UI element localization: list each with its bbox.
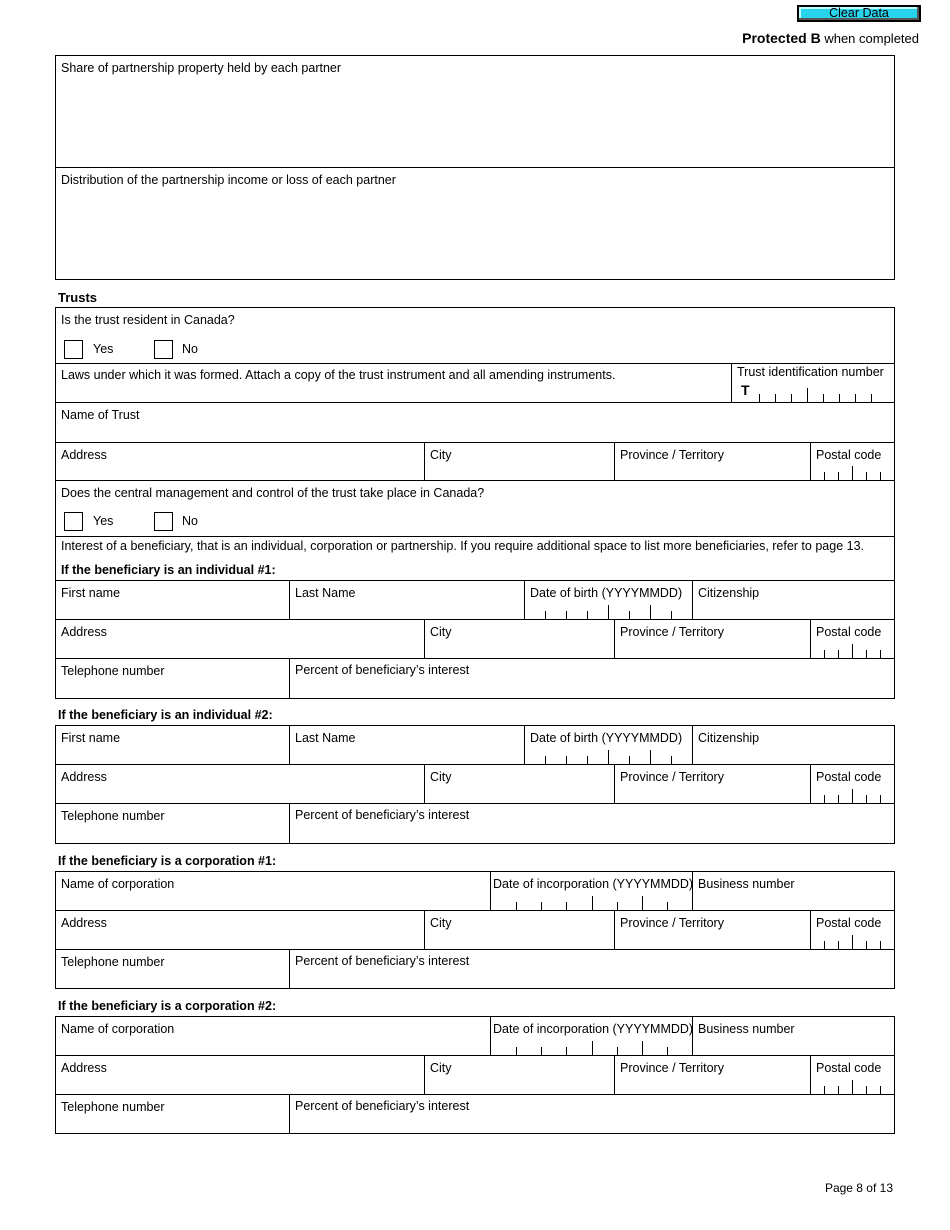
corp2-province-field[interactable]: [615, 1056, 811, 1094]
citizenship-label: Citizenship: [698, 586, 760, 600]
trust-id-prefix: T: [741, 382, 750, 398]
tick: [838, 795, 839, 803]
ind2-first-name-field[interactable]: [56, 726, 290, 764]
ind2-phone-row: [56, 804, 894, 843]
corp1-business-number-field[interactable]: [693, 872, 894, 910]
protected-b-notice: [742, 30, 919, 46]
ind2-name-row: [56, 726, 894, 765]
corp1-address-row: [56, 911, 894, 950]
address-label: Address: [61, 448, 107, 462]
tick: [824, 795, 825, 803]
province-label: Province / Territory: [620, 448, 724, 462]
corp1-name-field[interactable]: [56, 872, 491, 910]
address-label: Address: [61, 916, 107, 930]
corp2-percent-field[interactable]: [290, 1095, 894, 1133]
tick: [775, 394, 776, 402]
ind1-citizenship-field[interactable]: [693, 581, 894, 619]
tick: [667, 902, 668, 910]
share-label: Share of partnership property held by each partner: [61, 61, 342, 75]
ind2-last-name-field[interactable]: [290, 726, 525, 764]
laws-field[interactable]: [56, 364, 732, 402]
tick: [880, 941, 881, 949]
city-label: City: [430, 625, 452, 639]
interest-note-row: [56, 537, 894, 581]
province-label: Province / Territory: [620, 625, 724, 639]
ind2-address-field[interactable]: [56, 765, 425, 803]
dob-label: Date of birth (YYYYMMDD): [530, 586, 683, 600]
corp1-phone-row: [56, 950, 894, 988]
laws-row: [56, 364, 894, 403]
tick: [855, 394, 856, 402]
corp2-postal-field[interactable]: [811, 1056, 894, 1094]
corporation2-heading: If the beneficiary is a corporation #2:: [58, 999, 277, 1013]
share-field[interactable]: [56, 56, 894, 168]
tick: [866, 795, 867, 803]
corp1-telephone-field[interactable]: [56, 950, 290, 988]
tick: [566, 1047, 567, 1055]
trusts-heading: Trusts: [58, 290, 98, 305]
incorporation-label: Date of incorporation (YYYYMMDD): [493, 877, 694, 891]
tick: [866, 650, 867, 658]
tick: [667, 1047, 668, 1055]
ind2-telephone-field[interactable]: [56, 804, 290, 843]
tick: [759, 394, 760, 402]
corp1-city-field[interactable]: [425, 911, 615, 949]
telephone-label: Telephone number: [61, 1100, 165, 1114]
tick: [608, 605, 609, 619]
tick: [852, 644, 853, 658]
percent-label: Percent of beneficiary’s interest: [295, 663, 470, 677]
tick: [823, 394, 824, 402]
protected-suffix: when completed: [820, 31, 919, 46]
ind2-city-field[interactable]: [425, 765, 615, 803]
trust-province-field[interactable]: [615, 443, 811, 480]
province-label: Province / Territory: [620, 916, 724, 930]
management-yes-checkbox[interactable]: [64, 512, 83, 531]
management-yes-label: Yes: [93, 514, 114, 528]
corp2-telephone-field[interactable]: [56, 1095, 290, 1133]
trust-name-label: Name of Trust: [61, 408, 140, 422]
trusts-section: [55, 307, 895, 699]
address-label: Address: [61, 770, 107, 784]
resident-row: [56, 308, 894, 364]
protected-label: Protected B: [742, 30, 821, 46]
trust-city-field[interactable]: [425, 443, 615, 480]
ind1-postal-field[interactable]: [811, 620, 894, 658]
tick: [871, 394, 872, 402]
citizenship-label: Citizenship: [698, 731, 760, 745]
address-label: Address: [61, 625, 107, 639]
ind2-dob-field[interactable]: [525, 726, 693, 764]
last-name-label: Last Name: [295, 731, 356, 745]
resident-no-checkbox[interactable]: [154, 340, 173, 359]
corp1-incorporation-field[interactable]: [491, 872, 693, 910]
ind1-first-name-field[interactable]: [56, 581, 290, 619]
tick: [545, 611, 546, 619]
tick: [852, 935, 853, 949]
trust-postal-field[interactable]: [811, 443, 894, 480]
tick: [541, 902, 542, 910]
trust-id-label: Trust identification number: [737, 365, 884, 379]
corp1-address-field[interactable]: [56, 911, 425, 949]
province-label: Province / Territory: [620, 770, 724, 784]
tick: [592, 896, 593, 910]
distribution-field[interactable]: [56, 168, 894, 279]
city-label: City: [430, 770, 452, 784]
management-no-label: No: [182, 514, 198, 528]
tick: [838, 472, 839, 480]
clear-data-button[interactable]: Clear Data: [797, 5, 921, 22]
tick: [838, 941, 839, 949]
corp2-address-field[interactable]: [56, 1056, 425, 1094]
corp1-province-field[interactable]: [615, 911, 811, 949]
tick: [880, 1086, 881, 1094]
resident-yes-label: Yes: [93, 342, 114, 356]
tick: [839, 394, 840, 402]
corp2-phone-row: [56, 1095, 894, 1133]
ind2-address-row: [56, 765, 894, 804]
percent-label: Percent of beneficiary’s interest: [295, 954, 470, 968]
ind1-address-field[interactable]: [56, 620, 425, 658]
tick: [866, 472, 867, 480]
management-row: [56, 481, 894, 537]
management-question: Does the central management and control of the trust take place in Canada?: [61, 486, 485, 500]
tick: [587, 611, 588, 619]
corp-name-label: Name of corporation: [61, 877, 175, 891]
trust-address-field[interactable]: [56, 443, 425, 480]
last-name-label: Last Name: [295, 586, 356, 600]
tick: [545, 756, 546, 764]
tick: [608, 750, 609, 764]
distribution-label: Distribution of the partnership income or loss of each partner: [61, 173, 396, 187]
postal-label: Postal code: [816, 625, 882, 639]
tick: [642, 1041, 643, 1055]
corporation2-section: [55, 1016, 895, 1134]
ind1-telephone-field[interactable]: [56, 659, 290, 698]
tick: [629, 611, 630, 619]
trust-id-field[interactable]: [732, 364, 894, 402]
ind2-percent-field[interactable]: [290, 804, 894, 843]
interest-note: Interest of a beneficiary, that is an individual, corporation or partnership. If you require additional space to list more beneficiaries, refer to page 13.: [61, 539, 864, 553]
corp1-percent-field[interactable]: [290, 950, 894, 988]
ind1-name-row: [56, 581, 894, 620]
tick: [838, 650, 839, 658]
ind2-citizenship-field[interactable]: [693, 726, 894, 764]
telephone-label: Telephone number: [61, 955, 165, 969]
corp2-name-row: [56, 1017, 894, 1056]
corporation1-section: [55, 871, 895, 989]
tick: [824, 650, 825, 658]
tick: [852, 789, 853, 803]
city-label: City: [430, 916, 452, 930]
tick: [566, 611, 567, 619]
tick: [866, 1086, 867, 1094]
trust-address-row: [56, 443, 894, 481]
postal-label: Postal code: [816, 916, 882, 930]
individual2-heading: If the beneficiary is an individual #2:: [58, 708, 273, 722]
postal-label: Postal code: [816, 770, 882, 784]
dob-label: Date of birth (YYYYMMDD): [530, 731, 683, 745]
ind1-city-field[interactable]: [425, 620, 615, 658]
business-number-label: Business number: [698, 877, 795, 891]
tick: [824, 941, 825, 949]
page-number: Page 8 of 13: [824, 1181, 893, 1195]
resident-no-label: No: [182, 342, 198, 356]
business-number-label: Business number: [698, 1022, 795, 1036]
corp1-name-row: [56, 872, 894, 911]
tick: [880, 650, 881, 658]
tick: [852, 1080, 853, 1094]
tick: [866, 941, 867, 949]
corp2-business-number-field[interactable]: [693, 1017, 894, 1055]
city-label: City: [430, 1061, 452, 1075]
tick: [880, 795, 881, 803]
tick: [671, 611, 672, 619]
tick: [791, 394, 792, 402]
tick: [852, 466, 853, 480]
tick: [838, 1086, 839, 1094]
ind1-province-field[interactable]: [615, 620, 811, 658]
corp1-postal-field[interactable]: [811, 911, 894, 949]
resident-question: Is the trust resident in Canada?: [61, 313, 235, 327]
corp2-address-row: [56, 1056, 894, 1095]
percent-label: Percent of beneficiary’s interest: [295, 1099, 470, 1113]
resident-yes-checkbox[interactable]: [64, 340, 83, 359]
telephone-label: Telephone number: [61, 809, 165, 823]
incorporation-label: Date of incorporation (YYYYMMDD): [493, 1022, 694, 1036]
corporation1-heading: If the beneficiary is a corporation #1:: [58, 854, 277, 868]
corp2-city-field[interactable]: [425, 1056, 615, 1094]
tick: [629, 756, 630, 764]
ind1-last-name-field[interactable]: [290, 581, 525, 619]
tick: [642, 896, 643, 910]
tick: [807, 388, 808, 402]
tick: [516, 902, 517, 910]
trust-name-field[interactable]: [56, 403, 894, 443]
tick: [566, 756, 567, 764]
corp2-incorporation-field[interactable]: [491, 1017, 693, 1055]
partnership-section: [55, 55, 895, 280]
ind1-percent-field[interactable]: [290, 659, 894, 698]
postal-label: Postal code: [816, 448, 882, 462]
province-label: Province / Territory: [620, 1061, 724, 1075]
ind1-address-row: [56, 620, 894, 659]
city-label: City: [430, 448, 452, 462]
first-name-label: First name: [61, 586, 121, 600]
tick: [671, 756, 672, 764]
first-name-label: First name: [61, 731, 121, 745]
address-label: Address: [61, 1061, 107, 1075]
tick: [824, 472, 825, 480]
individual1-heading: If the beneficiary is an individual #1:: [61, 563, 276, 577]
corp2-name-field[interactable]: [56, 1017, 491, 1055]
tick: [587, 756, 588, 764]
tick: [566, 902, 567, 910]
individual2-section: [55, 725, 895, 844]
tick: [650, 750, 651, 764]
tick: [617, 1047, 618, 1055]
tick: [650, 605, 651, 619]
postal-label: Postal code: [816, 1061, 882, 1075]
management-no-checkbox[interactable]: [154, 512, 173, 531]
tick: [617, 902, 618, 910]
ind2-postal-field[interactable]: [811, 765, 894, 803]
tick: [880, 472, 881, 480]
tick: [824, 1086, 825, 1094]
ind1-dob-field[interactable]: [525, 581, 693, 619]
tick: [541, 1047, 542, 1055]
ind1-phone-row: [56, 659, 894, 698]
tick: [516, 1047, 517, 1055]
percent-label: Percent of beneficiary’s interest: [295, 808, 470, 822]
telephone-label: Telephone number: [61, 664, 165, 678]
tick: [592, 1041, 593, 1055]
ind2-province-field[interactable]: [615, 765, 811, 803]
corp-name-label: Name of corporation: [61, 1022, 175, 1036]
laws-label: Laws under which it was formed. Attach a copy of the trust instrument and all amending instruments.: [61, 368, 616, 382]
